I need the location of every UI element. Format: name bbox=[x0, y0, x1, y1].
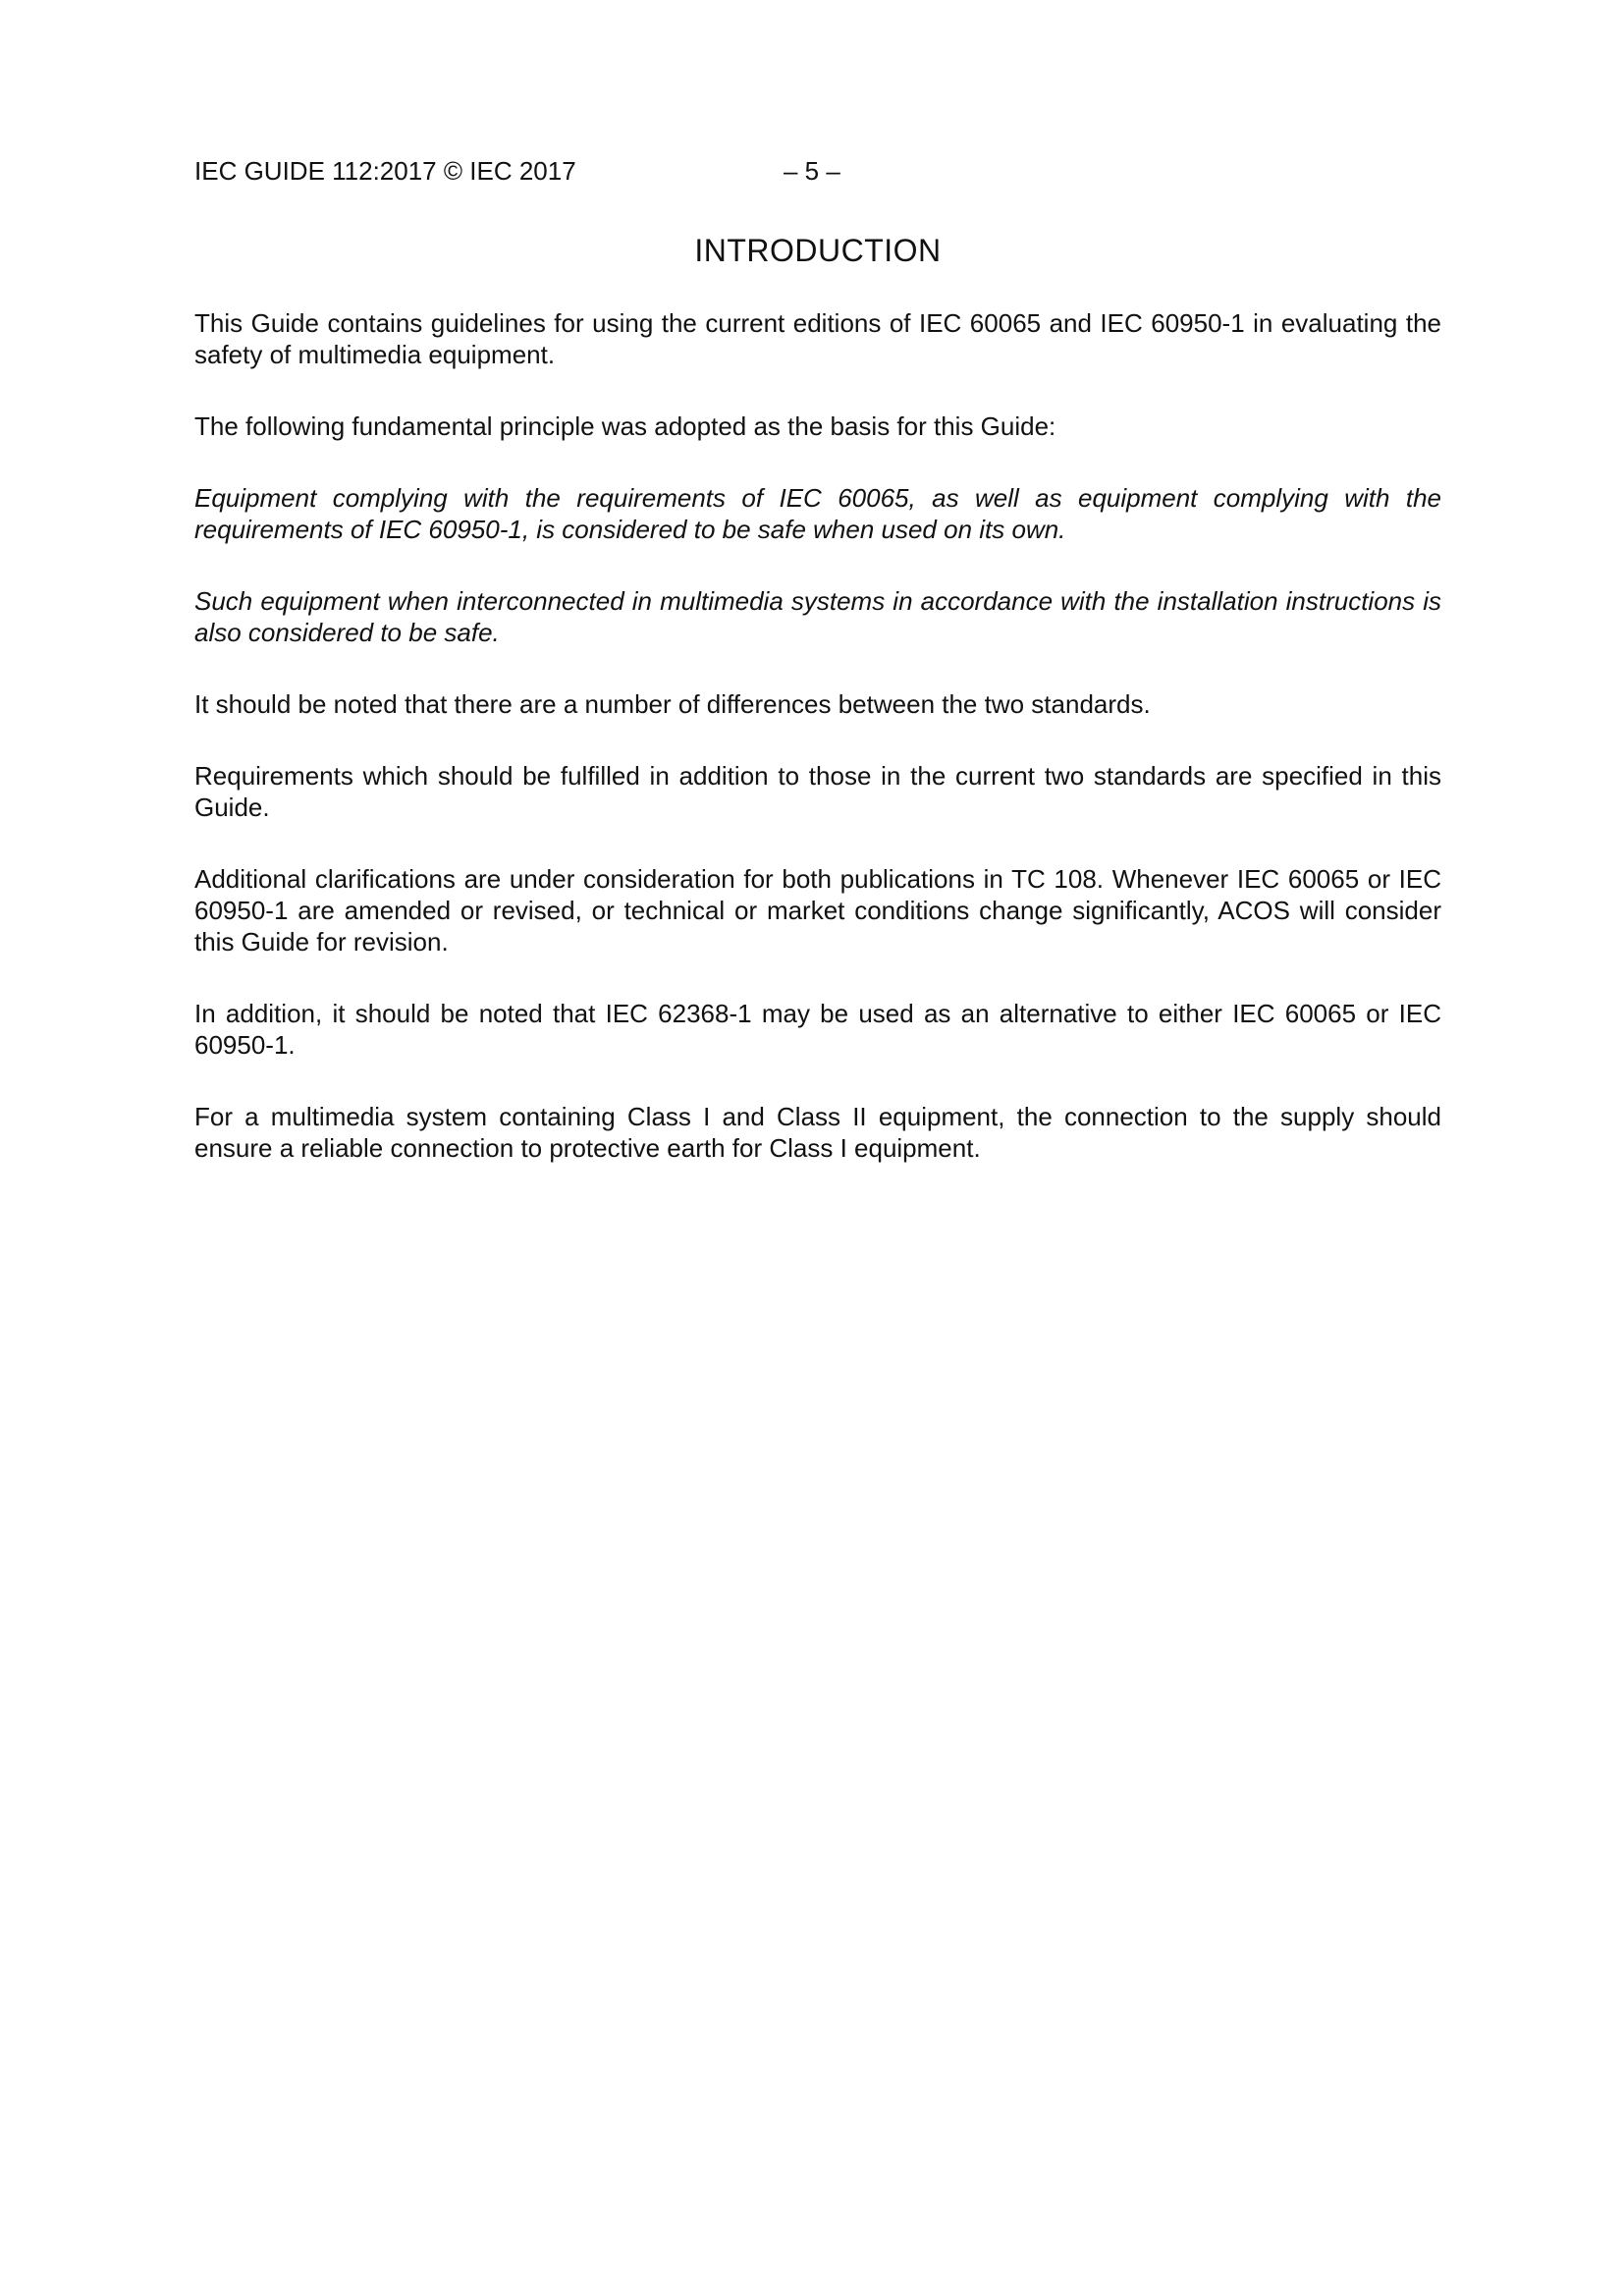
paragraph-principle-interconnected: Such equipment when interconnected in multimedia systems in accordance with the installation instructions is also considered to be safe. bbox=[194, 586, 1441, 647]
page-header bbox=[194, 154, 1441, 188]
paragraph-principle-standalone: Equipment complying with the requirements of IEC 60065, as well as equipment complying with the requirements of IEC 60950-1, is considered to be safe when used on its own. bbox=[194, 483, 1441, 544]
introduction-body bbox=[194, 307, 1441, 1204]
document-identifier: IEC GUIDE 112:2017 © IEC 2017 bbox=[194, 156, 576, 186]
section-title: INTRODUCTION bbox=[694, 233, 942, 268]
paragraph-differences: It should be noted that there are a number of differences between the two standards. bbox=[194, 689, 1151, 719]
paragraph-clarifications: Additional clarifications are under consideration for both publications in TC 108. Whenever IEC 60065 or IEC 60950-1 are amended or revised, or technical or market conditions change significantly, ACOS will consider this Guide for revision. bbox=[194, 864, 1441, 957]
paragraph-requirements: Requirements which should be fulfilled in addition to those in the current two standards are specified in this Guide. bbox=[194, 761, 1441, 822]
paragraph-alternative: In addition, it should be noted that IEC 62368-1 may be used as an alternative to either IEC 60065 or IEC 60950-1. bbox=[194, 999, 1441, 1060]
page-number: – 5 – bbox=[784, 156, 840, 186]
paragraph-scope: This Guide contains guidelines for using the current editions of IEC 60065 and IEC 60950-1 in evaluating the safety of multimedia equipment. bbox=[194, 308, 1441, 369]
paragraph-class-equipment: For a multimedia system containing Class I and Class II equipment, the connection to the supply should ensure a reliable connection to protective earth for Class I equipment. bbox=[194, 1102, 1441, 1163]
paragraph-principle-lead: The following fundamental principle was adopted as the basis for this Guide: bbox=[194, 411, 1056, 441]
